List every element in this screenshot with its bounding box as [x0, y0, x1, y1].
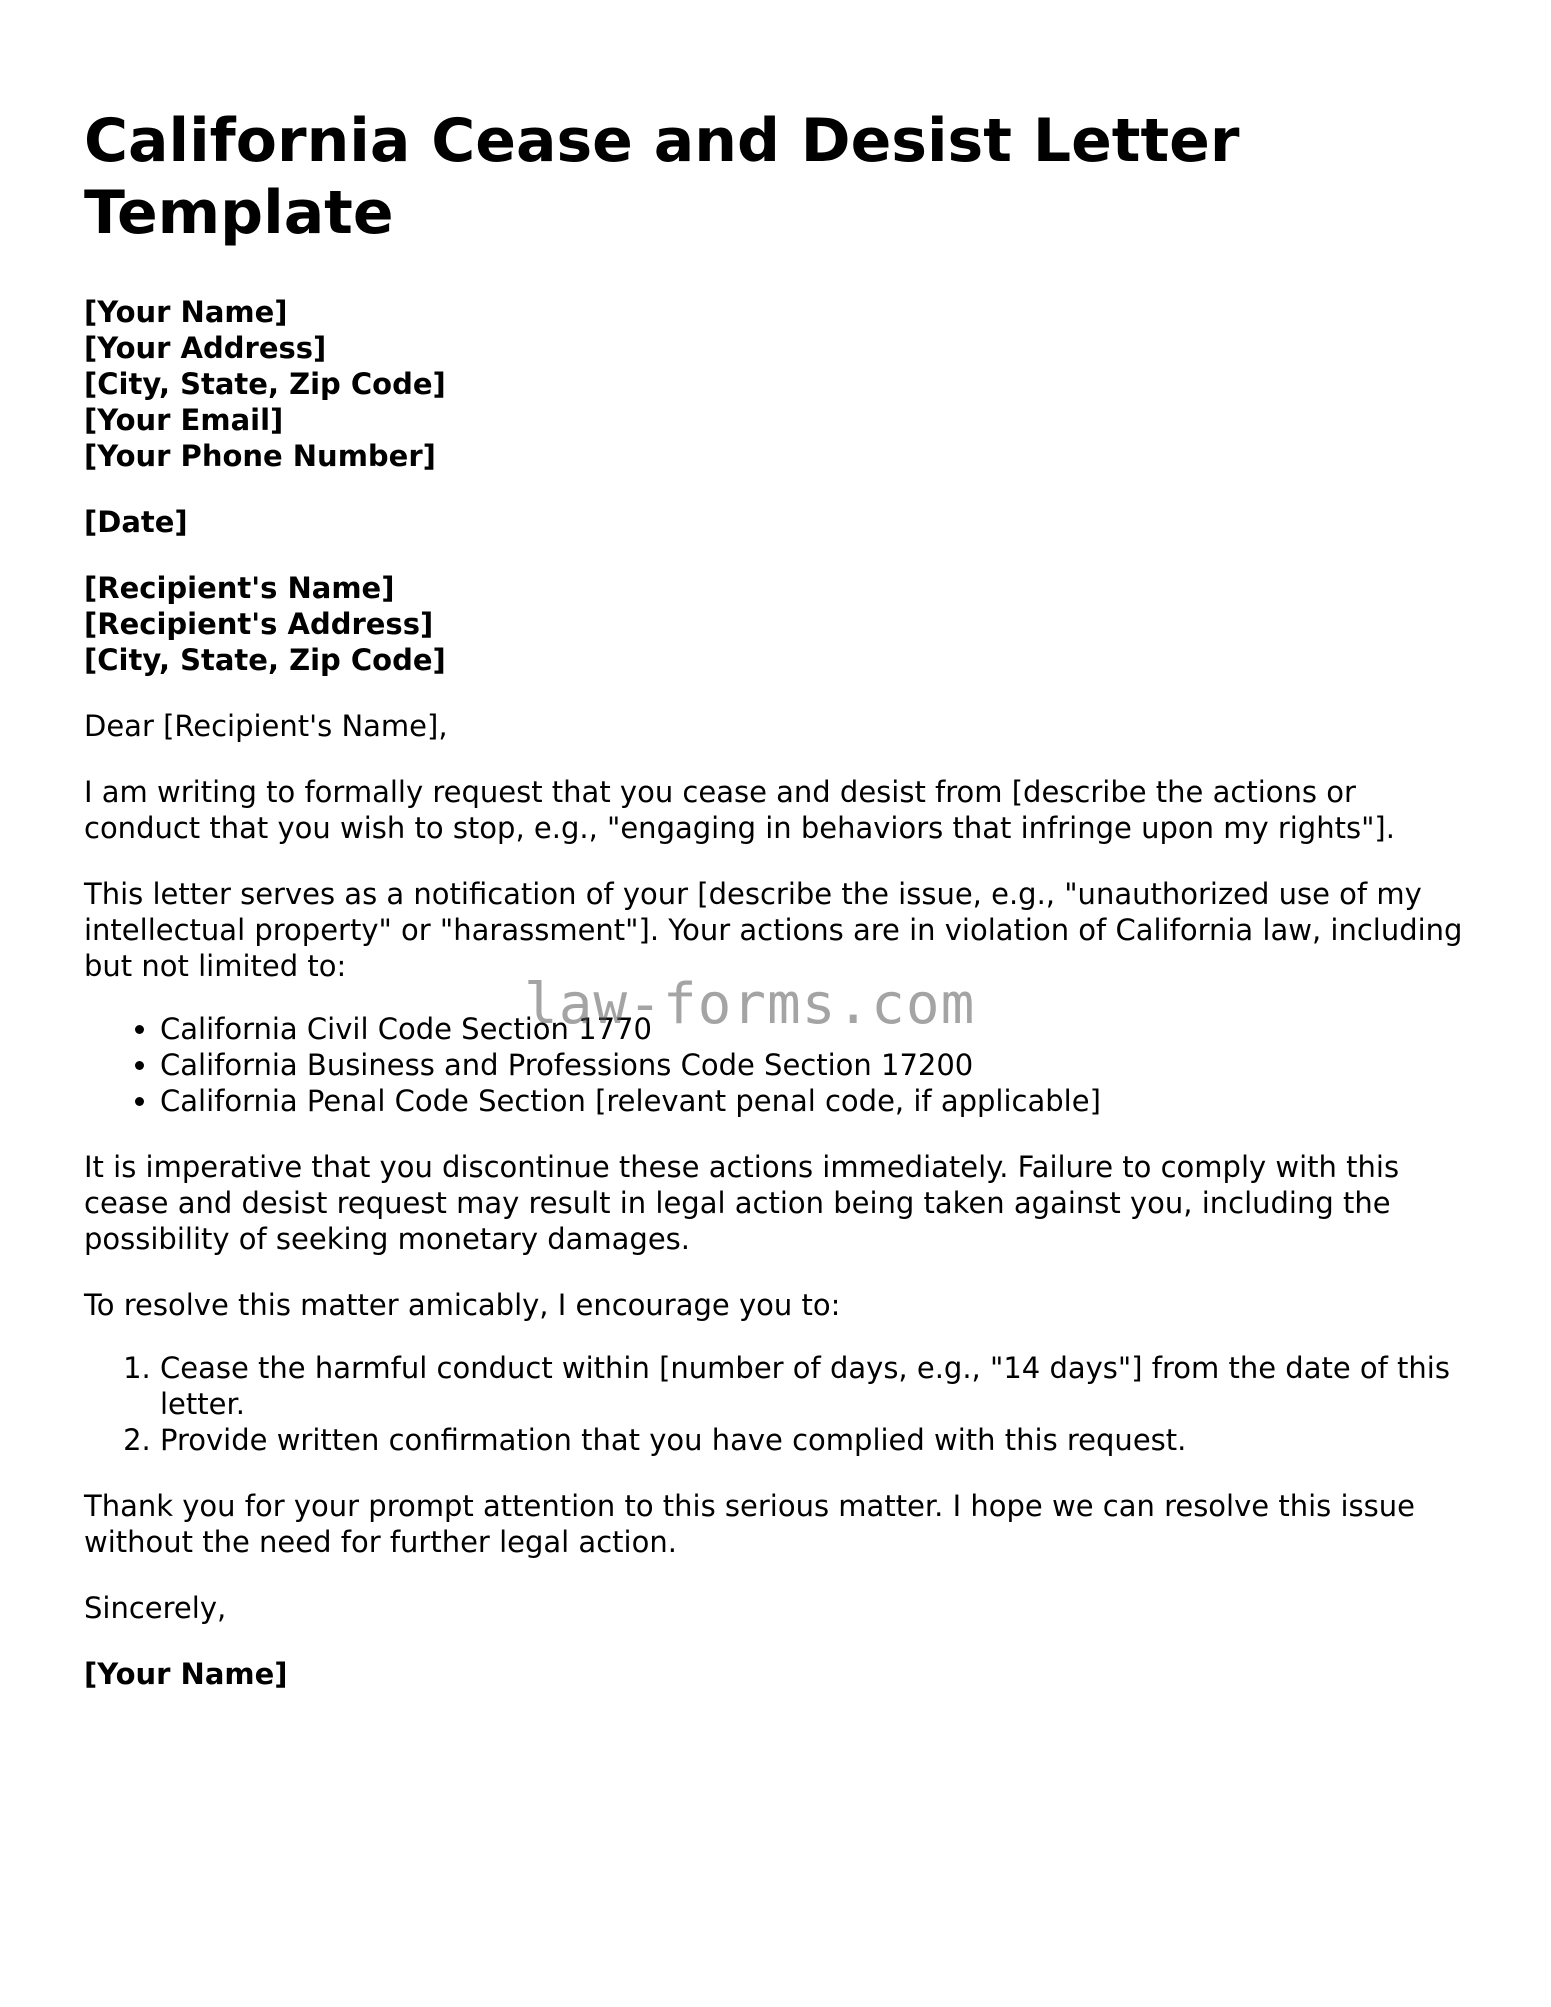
paragraph-warning: It is imperative that you discontinue these actions immediately. Failure to comply with this cease and desist request may result in legal action being taken against you, including the possibility of seeking monetary damages.	[84, 1150, 1400, 1256]
list-item: • California Penal Code Section [relevant penal code, if applicable]	[160, 1083, 1464, 1119]
paragraph-closing: Thank you for your prompt attention to this serious matter. I hope we can resolve this issue without the need for further legal action.	[84, 1489, 1415, 1559]
letter-date: [Date]	[84, 505, 188, 539]
recipient-city-state-zip: [City, State, Zip Code]	[84, 643, 446, 677]
signoff: Sincerely,	[84, 1591, 227, 1625]
page-title: California Cease and Desist Letter Template	[84, 106, 1240, 248]
sender-email: [Your Email]	[84, 403, 284, 437]
sender-block	[84, 294, 1464, 474]
letter-page	[84, 0, 1464, 1692]
sender-city-state-zip: [City, State, Zip Code]	[84, 367, 446, 401]
paragraph-notification: This letter serves as a notification of your [describe the issue, e.g., "unauthorized use of my intellectual property" or "harassment"]. Your actions are in violation of California law, including but not limited to:	[84, 877, 1463, 983]
sender-name: [Your Name]	[84, 295, 288, 329]
paragraph-request: I am writing to formally request that you cease and desist from [describe the actions or conduct that you wish to stop, e.g., "engaging in behaviors that infringe upon my rights"].	[84, 775, 1395, 845]
paragraph-resolve: To resolve this matter amicably, I encourage you to:	[84, 1288, 841, 1322]
recipient-name: [Recipient's Name]	[84, 571, 395, 605]
recipient-address: [Recipient's Address]	[84, 607, 434, 641]
sender-phone: [Your Phone Number]	[84, 439, 436, 473]
list-item: 1. Cease the harmful conduct within [number of days, e.g., "14 days"] from the date of this letter.	[160, 1350, 1464, 1422]
steps-list	[84, 1350, 1464, 1458]
laws-list	[84, 1011, 1464, 1119]
watermark: law-forms.com	[524, 972, 976, 1037]
list-item: • California Civil Code Section 1770	[160, 1011, 1464, 1047]
list-item: 2. Provide written confirmation that you have complied with this request.	[160, 1422, 1464, 1458]
sender-address: [Your Address]	[84, 331, 327, 365]
recipient-block	[84, 570, 1464, 678]
signature-name: [Your Name]	[84, 1657, 288, 1691]
salutation: Dear [Recipient's Name],	[84, 709, 448, 743]
list-item: • California Business and Professions Code Section 17200	[160, 1047, 1464, 1083]
